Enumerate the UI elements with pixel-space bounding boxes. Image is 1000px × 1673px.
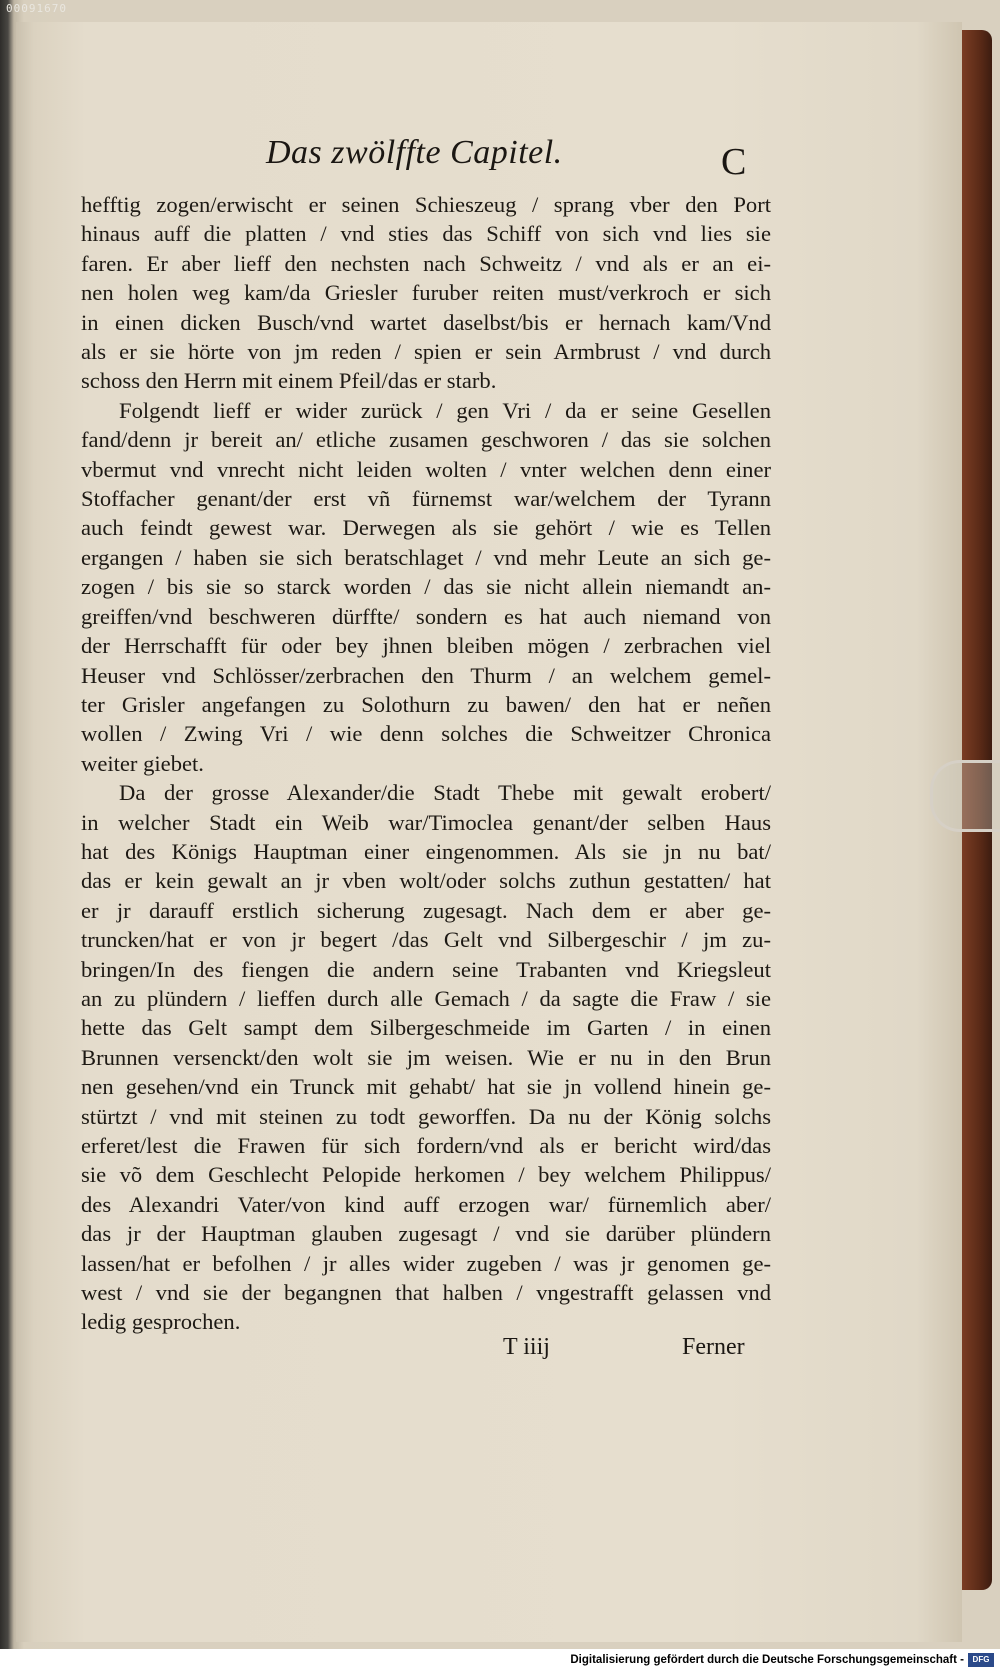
text-line: Stoffacher genant/der erst vñ fürnemst war/welchem der Tyrann — [81, 486, 771, 512]
text-line: truncken/hat er von jr begert /das Gelt vnd Silbergeschir / jm zu- — [81, 927, 771, 953]
text-line: ter Grisler angefangen zu Solothurn zu bawen/ den hat er neñen — [81, 691, 771, 717]
text-line: wollen / Zwing Vri / wie denn solches die Schweitzer Chronica — [81, 721, 771, 747]
text-line: der Herrschafft für oder bey jhnen bleiben mögen / zerbrachen viel — [81, 633, 771, 659]
text-line: er jr darauff erstlich sicherung zugesagt. Nach dem er aber ge- — [81, 897, 771, 923]
text-line: das jr der Hauptman glauben zugesagt / vnd sie darüber plündern — [81, 1221, 771, 1247]
text-line: nen holen weg kam/da Griesler furuber reiten must/verkroch er sich — [81, 280, 771, 306]
text-line: zogen / bis sie so starck worden / das sie nicht allein niemandt an- — [81, 574, 771, 600]
text-line: Da der grosse Alexander/die Stadt Thebe mit gewalt erobert/ — [119, 780, 771, 806]
text-line: hat des Königs Hauptman einer eingenommen. Als sie jn nu bat/ — [81, 838, 771, 864]
bookmark-clip — [930, 760, 1000, 832]
text-line: an zu plündern / lieffen durch alle Gemach / da sagte die Fraw / sie — [81, 985, 771, 1011]
text-line: hinaus auff die platten / vnd sties das Schiff von sich vnd lies sie — [81, 221, 771, 247]
text-line: ergangen / haben sie sich beratschlaget / vnd mehr Leute an sich ge- — [81, 544, 771, 570]
text-line: bringen/In des fiengen die andern seine Trabanten vnd Kriegsleut — [81, 956, 771, 982]
text-line: hette das Gelt sampt dem Silbergeschmeide im Garten / in einen — [81, 1015, 771, 1041]
text-line: Heuser vnd Schlösser/zerbrachen den Thurm / an welchem gemel- — [81, 662, 771, 688]
text-line: vbermut vnd vnrecht nicht leiden wolten / vnter welchen denn einer — [81, 456, 771, 482]
dfg-logo: DFG — [968, 1653, 994, 1667]
folio-mark: C — [721, 141, 747, 183]
footer-credit: Digitalisierung gefördert durch die Deutsche Forschungsgemeinschaft - — [570, 1654, 964, 1666]
running-head: Das zwölffte Capitel. — [266, 134, 563, 171]
body-text — [81, 190, 771, 1337]
text-line: hefftig zogen/erwischt er seinen Schieszeug / sprang vber den Port — [81, 192, 771, 217]
text-line: erferet/lest die Frawen für sich fordern/vnd als er bericht wird/das — [81, 1133, 771, 1158]
text-line: als er sie hörte von jm reden / spien er sein Armbrust / vnd durch — [81, 339, 771, 365]
text-line: in welcher Stadt ein Weib war/Timoclea genant/der selben Haus — [81, 809, 771, 835]
scan-id-label: 00091670 — [6, 2, 67, 15]
text-line: das er kein gewalt an jr vben wolt/oder solchs zuthun gestatten/ hat — [81, 868, 771, 894]
text-line: schoss den Herrn mit einem Pfeil/das er starb. — [81, 368, 497, 394]
signature-mark: T iiij — [503, 1334, 550, 1360]
text-line: ledig gesprochen. — [81, 1309, 241, 1335]
text-line: nen gesehen/vnd ein Trunck mit gehabt/ hat sie jn vollend hinein ge- — [81, 1074, 771, 1100]
text-line: faren. Er aber lieff den nechsten nach Schweitz / vnd als er an ei- — [81, 250, 771, 276]
text-line: fand/denn jr bereit an/ etliche zusamen geschworen / das sie solchen — [81, 427, 771, 453]
text-line: in einen dicken Busch/vnd wartet daselbst/bis er hernach kam/Vnd — [81, 309, 771, 335]
text-line: greiffen/vnd beschweren dürffte/ sondern es hat auch niemand von — [81, 603, 771, 629]
text-line: sie võ dem Geschlecht Pelopide herkomen / bey welchem Philippus/ — [81, 1162, 771, 1188]
text-line: auch feindt gewest war. Derwegen als sie gehört / wie es Tellen — [81, 515, 771, 541]
text-line: des Alexandri Vater/von kind auff erzogen war/ fürnemlich aber/ — [81, 1191, 771, 1217]
catchword: Ferner — [682, 1334, 745, 1360]
book-page — [16, 22, 962, 1642]
text-line: lassen/hat er befolhen / jr alles wider zugeben / was jr genomen ge- — [81, 1250, 771, 1276]
text-line: Folgendt lieff er wider zurück / gen Vri / da er seine Gesellen — [119, 397, 771, 423]
text-line: weiter giebet. — [81, 750, 204, 776]
text-line: Brunnen versenckt/den wolt sie jm weisen. Wie er nu in den Brun — [81, 1044, 771, 1070]
text-line: stürtzt / vnd mit steinen zu todt geworffen. Da nu der König solchs — [81, 1103, 771, 1129]
text-line: west / vnd sie der begangnen that halben / vngestrafft gelassen vnd — [81, 1280, 771, 1306]
footer-bar — [0, 1649, 1000, 1673]
